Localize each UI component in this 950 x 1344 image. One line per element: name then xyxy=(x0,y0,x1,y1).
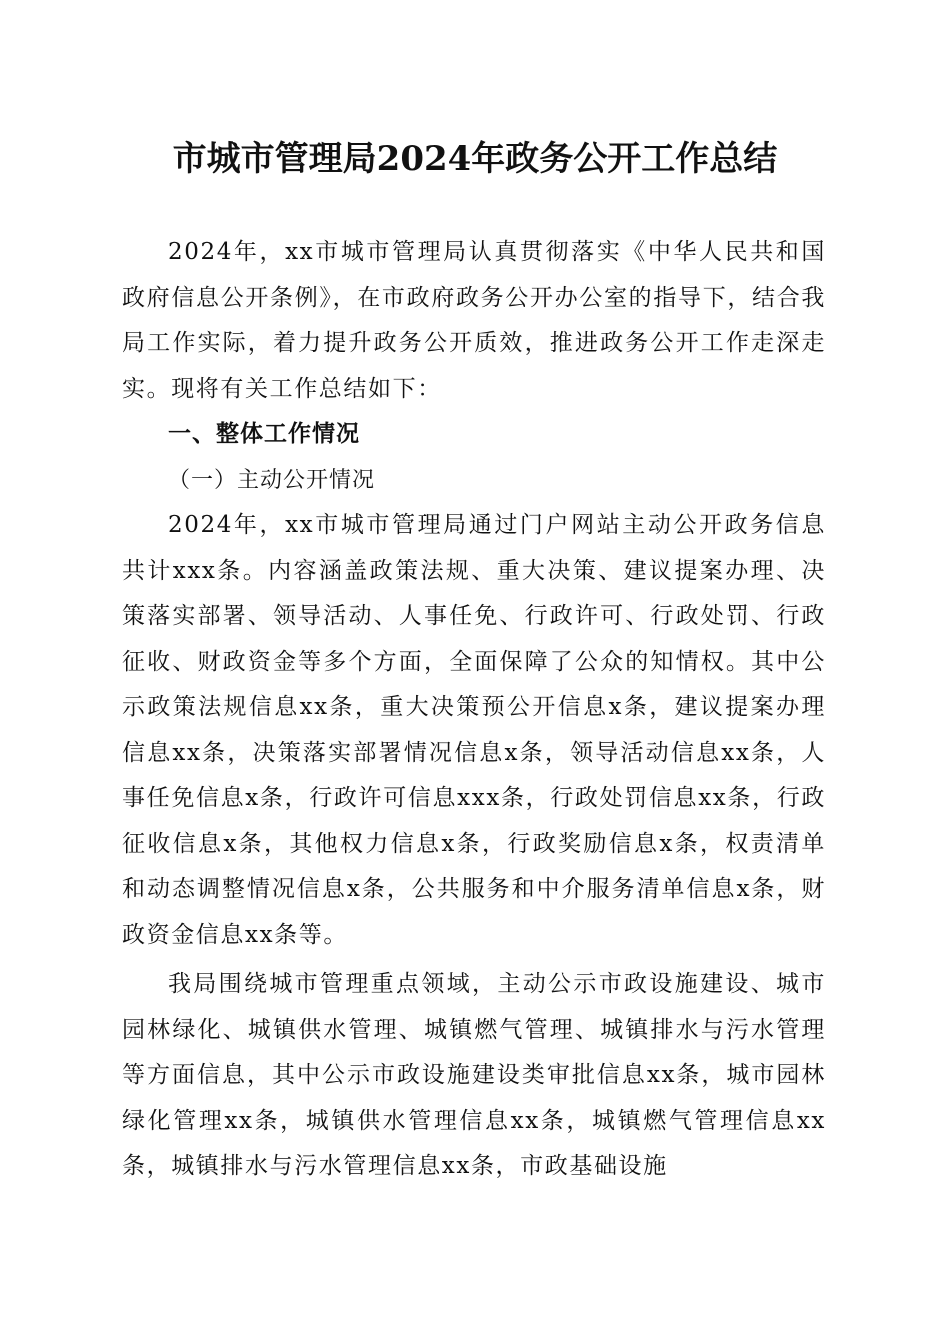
intro-paragraph: 2024年，xx市城市管理局认真贯彻落实《中华人民共和国政府信息公开条例》，在市政府政务公开办公室的指导下，结合我局工作实际，着力提升政务公开质效，推进政务公开工作走深走实。现将有关工作总结如下： xyxy=(122,239,826,402)
body-paragraph-disclosure-stats: 2024年，xx市城市管理局通过门户网站主动公开政务信息共计xxx条。内容涵盖政策法规、重大决策、建议提案办理、决策落实部署、领导活动、人事任免、行政许可、行政处罚、行政征收、财政资金等多个方面，全面保障了公众的知情权。其中公示政策法规信息xx条，重大决策预公开信息x条，建议提案办理信息xx条，决策落实部署情况信息x条，领导活动信息xx条，人事任免信息x条，行政许可信息xxx条，行政处罚信息xx条，行政征收信息x条，其他权力信息x条，行政奖励信息x条，权责清单和动态调整情况信息x条，公共服务和中介服务清单信息x条，财政资金信息xx条等。 xyxy=(122,512,826,948)
subsection-heading-proactive-disclosure: （一）主动公开情况 xyxy=(168,467,376,493)
document-title: 市城市管理局2024年政务公开工作总结 xyxy=(172,139,778,179)
body-paragraph-key-areas: 我局围绕城市管理重点领域，主动公示市政设施建设、城市园林绿化、城镇供水管理、城镇燃气管理、城镇排水与污水管理等方面信息，其中公示市政设施建设类审批信息xx条，城市园林绿化管理xx条，城镇供水管理信息xx条，城镇燃气管理信息xx条，城镇排水与污水管理信息xx条，市政基础设施 xyxy=(122,971,826,1179)
document-body xyxy=(122,230,826,1190)
section-heading-overall: 一、整体工作情况 xyxy=(168,421,360,447)
